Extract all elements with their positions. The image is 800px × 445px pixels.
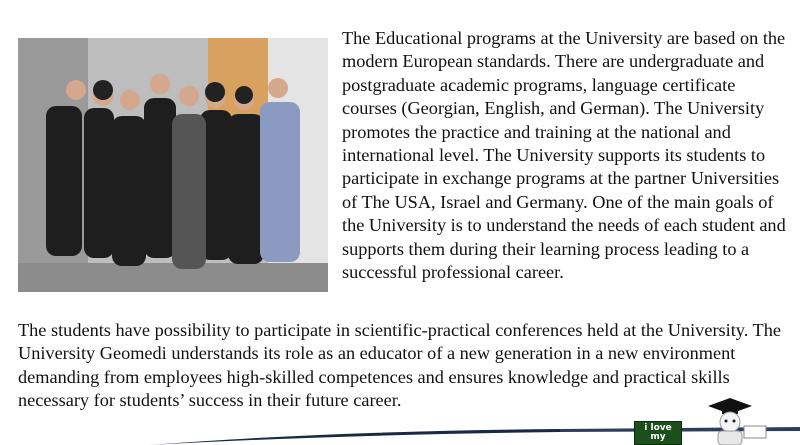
sign-line1: i love (644, 423, 672, 433)
intro-paragraph: The Educational programs at the University are based on the modern European standards. There are undergraduate and postgraduate academic programs, language certificate courses (Georgian, English, and German). The University promotes the practice and training at the national and international level. The University supports its students to participate in exchange programs at the partner Universities of The USA, Israel and Germany. One of the main goals of the University is to understand the needs of each student and supports them during their learning process leading to a successful professional career. (342, 28, 786, 283)
i-love-my-sign (634, 421, 682, 445)
sign-line2: my (650, 432, 666, 442)
graduate-mascot-icon (688, 396, 778, 445)
group-photo (18, 38, 328, 292)
group-photo-illustration (18, 38, 328, 292)
closing-paragraph: The students have possibility to participate in scientific-practical conferences held at the University. The University Geomedi understands its role as an educator of a new generation in a new environment demanding from employees high-skilled competences and ensures knowledge and practical skills necessary for students’ success in their future career. (18, 320, 781, 411)
